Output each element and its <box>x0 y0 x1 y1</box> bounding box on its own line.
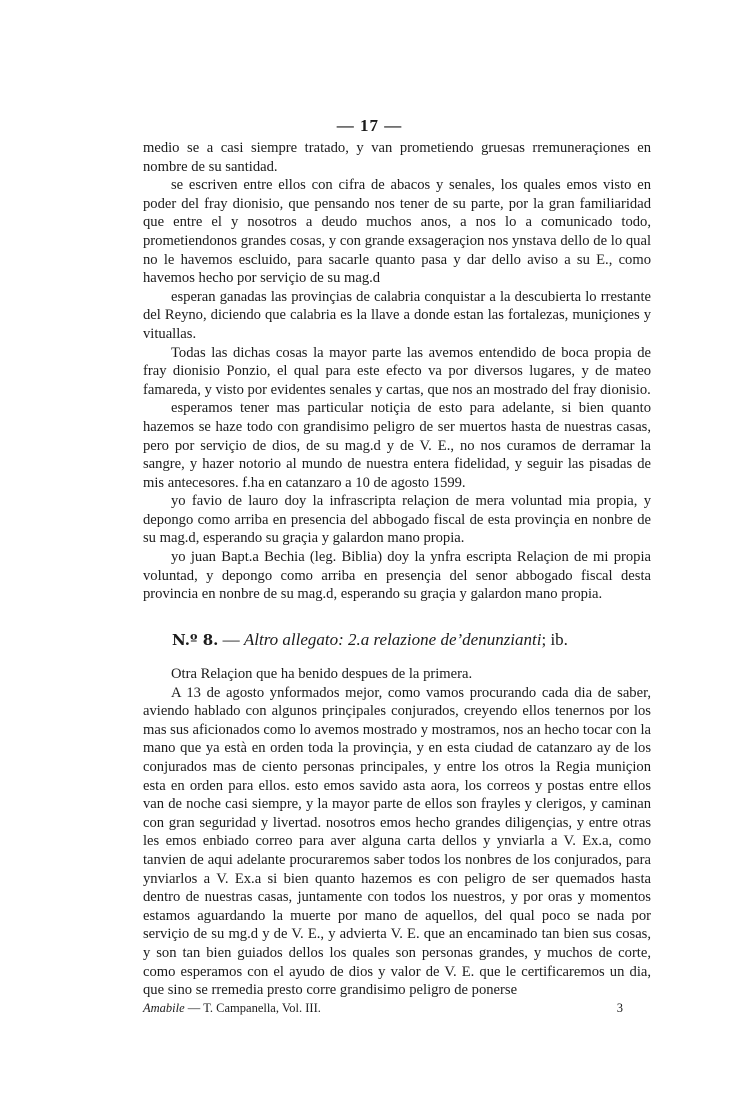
paragraph: yo juan Bapt.a Bechia (leg. Biblia) doy la ynfra escripta Relaçion de mi propia voluntad, y depongo como arriba en presençia del senor abbogado fiscal desta provincia en nonbre de su mag.d, esperando su graçia y galardon mano propia. <box>143 549 651 603</box>
text-block-bottom <box>143 665 651 1000</box>
section-title: Altro allegato: 2.a relazione de’denunzianti <box>243 630 542 649</box>
paragraph: Todas las dichas cosas la mayor parte las avemos entendido de boca propia de fray dionisio Ponzio, el qual para este efecto va por diversos lugares, y de mateo famareda, y visto por evidentes senales y cartas, que nos an mostrado del fray dionisio. <box>143 344 651 398</box>
footer-separator: — <box>184 1001 204 1015</box>
paragraph: esperan ganadas las provinçias de calabria conquistar a la descubierta lo rrestante del Reyno, diciendo que calabria es la llave a donde estan las fortalezas, muniçiones y vituallas. <box>143 288 651 342</box>
paragraph: Otra Relaçion que ha benido despues de la primera. <box>171 666 473 682</box>
paragraph: se escriven entre ellos con cifra de abacos y senales, los quales emos visto en poder del fray dionisio, que pensando nos tener de su parte, por la gran familiaridad que entre el y nosotros a deudo muchos anos, a nos lo a comunicado todo, prometiendonos grandes cosas, y con grande exsageraçion nos ynstava dello de lo qual no le havemos escluido, para sacarle quanto pasa y dar dello aviso a su E., como havemos hecho por serviçio de su mag.d <box>143 177 651 287</box>
paragraph: A 13 de agosto ynformados mejor, como vamos procurando cada dia de saber, aviendo hablado con algunos prinçipales conjurados, creyendo ellos tenernos por los mas sus aficionados como lo avemos mostrado y mostramos, nos an hecho tocar con la mano que ya està en orden toda la provinçia, y en esta ciudad de catanzaro ay de los conjurados mas de ciento personas principales, y entre los otros la Regia muniçion esta en orden para ellos. esto emos savido asta aora, los correos y postas entre ellos van de noche casi siempre, y la mayor parte de ellos son frayles y clerigos, y caminan con gran seguridad y livertad. nosotros emos hecho grandes diligençias, y entre otras les emos enbiado correo para aver alguna carta dellos y ynviarla a V. Ex.a, como tanvien de aqui adelante procuraremos saber todos los nonbres de los conjurados, para ynviarlos a V. Ex.a si bien quanto hazemos es con peligro de ser quemados hasta dentro de nuestras casas, juntamente con todos los nuestros, y por oras y momentos estamos aguardando la muerte por mano de aquellos, del qual poco se nada por serviçio de su mg.d y de V. E., y advierta V. E. que an encaminado tan bien sus cosas, y son tan bien guiados dellos los quales son personas grandes, y muchos de corte, como esperamos con el ayudo de dios y valor de V. E. que le certificaremos un dia, que sino se rremedia presto corre grandisimo peligro de ponerse <box>143 684 651 999</box>
footer-signature: 3 <box>616 1001 623 1015</box>
section-dash: — <box>218 630 244 649</box>
paragraph: yo favio de lauro doy la infrascripta relaçion de mera voluntad mia propia, y depongo como arriba en presencia del abbogado fiscal de esta provinçia en nonbre de su mag.d, esperando su graçia y galardon mano propia. <box>143 493 651 547</box>
section-heading <box>172 629 652 651</box>
section-number: N.º 8. <box>172 631 219 649</box>
paragraph: esperamos tener mas particular notiçia de esto para adelante, si bien quanto hazemos se haze todo con grandisimo peligro de ser muertos hasta de nuestras casas, pero por serviçio de dios, de su mag.d y de V. E., no nos curamos de derramar la sangre, y hazer notorio al mundo de nuestra entera fidelidad, y seguir las pisadas de mis antecesores. f.ha en catanzaro a 10 de agosto 1599. <box>143 400 651 491</box>
paragraph: medio se a casi siempre tratado, y van prometiendo gruesas rremuneraçiones en nombre de su santidad. <box>143 140 651 175</box>
section-suffix: ; ib. <box>541 630 568 649</box>
text-block-top <box>143 139 651 604</box>
page-number: — 17 — <box>336 116 403 135</box>
footer-work: T. Campanella, Vol. III. <box>203 1001 321 1015</box>
page-footer <box>143 1000 651 1016</box>
footer-author: Amabile <box>143 1001 185 1015</box>
